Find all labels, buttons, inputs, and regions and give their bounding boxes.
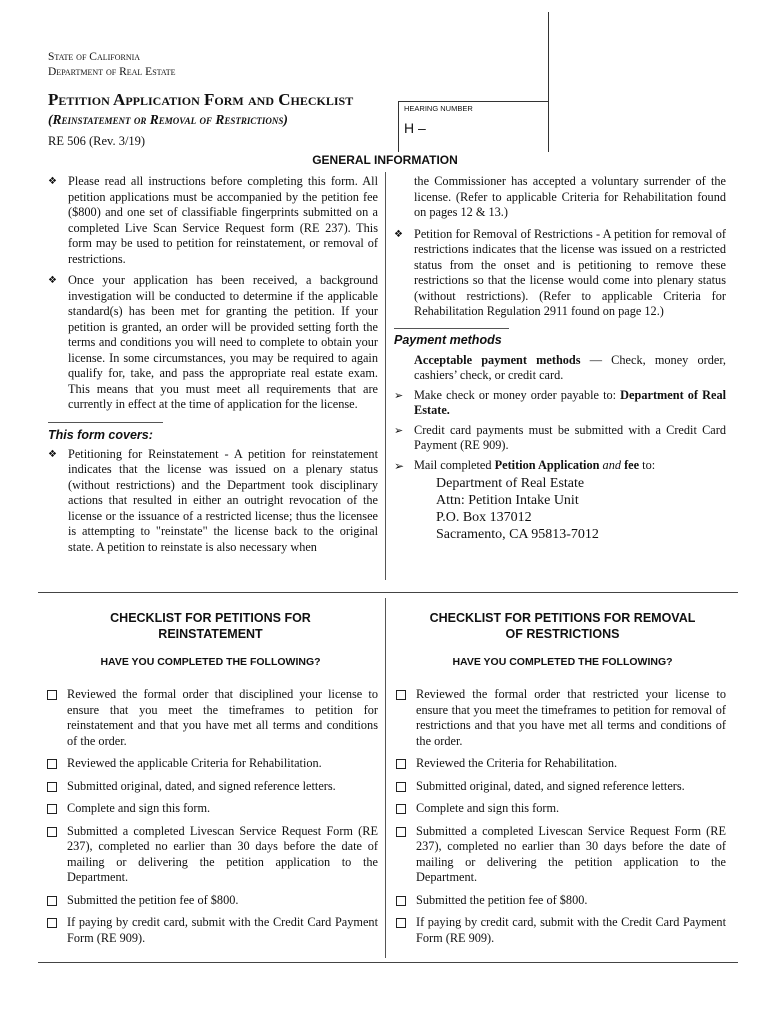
- checklist-title: CHECKLIST FOR PETITIONS FOR REMOVAL OF RESTRICTIONS: [429, 611, 696, 641]
- mail-bullet: ➢ Mail completed Petition Application and fee to:: [394, 457, 656, 473]
- checkbox-icon[interactable]: [47, 759, 57, 769]
- diamond-bullet-icon: ❖: [48, 448, 57, 460]
- checklist-item[interactable]: Reviewed the applicable Criteria for Rehabilitation.: [45, 756, 378, 772]
- reinstatement-checklist-header: [38, 610, 383, 668]
- checkbox-icon[interactable]: [396, 918, 406, 928]
- address-line: Attn: Petition Intake Unit: [436, 493, 579, 508]
- checklist-item[interactable]: Complete and sign this form.: [45, 801, 378, 817]
- checkbox-icon[interactable]: [396, 690, 406, 700]
- address-line: Department of Real Estate: [436, 476, 585, 491]
- checkbox-icon[interactable]: [396, 759, 406, 769]
- mailing-address: [394, 475, 726, 543]
- address-line: Sacramento, CA 95813-7012: [436, 527, 599, 542]
- agency-header: [48, 50, 176, 80]
- arrow-bullet-icon: ➢: [394, 458, 405, 473]
- diamond-bullet-icon: ❖: [48, 176, 57, 187]
- bottom-divider: [38, 962, 738, 963]
- address-line: P.O. Box 137012: [436, 510, 532, 525]
- form-covers-heading: This form covers:: [48, 427, 153, 442]
- checkbox-icon[interactable]: [47, 827, 57, 837]
- general-info-left: [48, 174, 378, 555]
- checklist-item[interactable]: Reviewed the formal order that restricted your license to ensure that you meet the timeframes to petition for removal of restrictions and that you have met all terms and conditions of the order.: [394, 687, 726, 749]
- general-information-heading: GENERAL INFORMATION: [312, 153, 458, 167]
- form-number: RE 506 (Rev. 3/19): [48, 134, 146, 148]
- checklist-item[interactable]: Submitted a completed Livescan Service Request Form (RE 237), completed no earlier than 30 days before the date of mailing or delivering the petition application to the Department.: [394, 824, 726, 886]
- removal-checklist-header: [390, 610, 735, 668]
- reinstatement-bullet: ❖ Petitioning for Reinstatement - A petition for reinstatement indicates that the license was issued on a plenary status (without restrictions) and the Department took disciplinary actions that resulted in either an outright revocation of the license or the issuance of a restricted license; thus the licensee is attempting to "reinstate" the license back to the original state. A petition to reinstate is also necessary when: [48, 446, 378, 554]
- payment-methods-heading: Payment methods: [394, 332, 502, 347]
- department-name: Department of Real Estate: [48, 66, 176, 78]
- diamond-bullet-icon: ❖: [394, 228, 403, 240]
- checklist-item[interactable]: Reviewed the Criteria for Rehabilitation.: [394, 756, 726, 772]
- checkbox-icon[interactable]: [47, 782, 57, 792]
- column-divider: [385, 172, 386, 580]
- checklist-title: CHECKLIST FOR PETITIONS FOR REINSTATEMENT: [110, 611, 311, 641]
- section-rule: [48, 422, 163, 423]
- checkbox-icon[interactable]: [47, 918, 57, 928]
- checklist-item[interactable]: Submitted the petition fee of $800.: [394, 893, 726, 909]
- hearing-number-field[interactable]: H –: [404, 120, 426, 136]
- arrow-bullet-icon: ➢: [394, 388, 404, 402]
- checklist-item[interactable]: If paying by credit card, submit with the Credit Card Payment Form (RE 909).: [394, 915, 726, 946]
- credit-card-bullet: ➢ Credit card payments must be submitted with a Credit Card Payment (RE 909).: [394, 422, 726, 452]
- general-info-right: [394, 174, 726, 543]
- checkbox-icon[interactable]: [47, 896, 57, 906]
- checklist-subtitle: HAVE YOU COMPLETED THE FOLLOWING?: [100, 656, 321, 668]
- checkbox-icon[interactable]: [396, 782, 406, 792]
- section-rule: [394, 328, 509, 329]
- arrow-bullet-icon: ➢: [394, 423, 404, 437]
- state-name: State of California: [48, 51, 141, 63]
- checkbox-icon[interactable]: [47, 690, 57, 700]
- section-divider: [38, 592, 738, 593]
- checklist-item[interactable]: Submitted original, dated, and signed reference letters.: [394, 779, 726, 795]
- form-subtitle: (Reinstatement or Removal of Restrictions): [48, 112, 288, 127]
- checkbox-icon[interactable]: [396, 896, 406, 906]
- checklist-subtitle: HAVE YOU COMPLETED THE FOLLOWING?: [452, 656, 673, 668]
- removal-bullet: ❖ Petition for Removal of Restrictions - A petition for removal of restrictions indicates that the license was issued on a restricted status from the onset and is petitioning to remove these restrictions so that the license would come into plenary status (without restrictions). (Refer to applicable Criteria for Rehabilitation Regulation 2911 found on page 12.): [394, 226, 726, 318]
- surrender-continued: the Commissioner has accepted a voluntary surrender of the license. (Refer to applicable Criteria for Rehabilitation found on pages 12 & 13.): [414, 174, 726, 219]
- removal-checklist: [394, 687, 726, 953]
- acceptable-payment: Acceptable payment methods — Check, money order, cashiers’ check, or credit card.: [414, 352, 726, 382]
- checklist-item[interactable]: Complete and sign this form.: [394, 801, 726, 817]
- instruction-bullet: ❖ Please read all instructions before completing this form. All petition applications must be accompanied by the petition fee ($800) and one set of classifiable fingerprints submitted on a completed Live Scan Service Request form (RE 237). This form may be used to petition for reinstatement, or removal of restrictions.: [48, 174, 378, 266]
- checklist-item[interactable]: Submitted the petition fee of $800.: [45, 893, 378, 909]
- checklist-item[interactable]: Submitted original, dated, and signed reference letters.: [45, 779, 378, 795]
- background-bullet: ❖ Once your application has been received, a background investigation will be conducted to determine if the applicable standard(s) has been met for granting the petition. If your petition is granted, an order will be provided setting forth the terms and conditions you will need to complete to obtain your license. In some circumstances, you may be required to again qualify for, take, and pass the appropriate real estate exam. This means that you must meet all requirements that are currently in effect at the time of application for the license.: [48, 273, 378, 411]
- checkbox-icon[interactable]: [396, 827, 406, 837]
- checklist-column-divider: [385, 598, 386, 958]
- diamond-bullet-icon: ❖: [48, 275, 57, 286]
- payable-bullet: ➢ Make check or money order payable to: Department of Real Estate.: [394, 387, 727, 417]
- checklist-item[interactable]: Submitted a completed Livescan Service Request Form (RE 237), completed no earlier than 30 days before the date of mailing or delivering the petition application to the Department.: [45, 824, 378, 886]
- form-title: Petition Application Form and Checklist: [48, 90, 354, 109]
- checkbox-icon[interactable]: [396, 804, 406, 814]
- reinstatement-checklist: [45, 687, 378, 953]
- checkbox-icon[interactable]: [47, 804, 57, 814]
- checklist-item[interactable]: Reviewed the formal order that disciplined your license to ensure that you meet the timeframes to petition for reinstatement and that you have met all terms and conditions of the order.: [45, 687, 378, 749]
- hearing-number-label: HEARING NUMBER: [404, 104, 473, 113]
- checklist-item[interactable]: If paying by credit card, submit with the Credit Card Payment Form (RE 909).: [45, 915, 378, 946]
